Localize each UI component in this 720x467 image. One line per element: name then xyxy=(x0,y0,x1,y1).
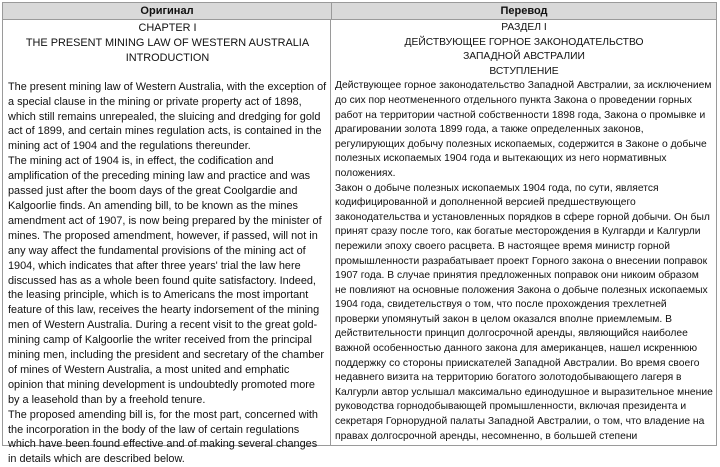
original-title: THE PRESENT MINING LAW OF WESTERN AUSTRALIA xyxy=(25,36,310,49)
translation-paragraph-2: Закон о добыче полезных ископаемых 1904 года, по сути, является кодифицированной и дополненной версией предшествующего законодательства и установленных порядков в сфере горной добычи. Он был принят сразу после того, как богатые месторождения в Кулгарди и Калгурли пережили эпоху своего расцвета. В настоящее время министр горной промышленности разрабатывает проект Горного закона о внесении поправок 1907 года. В случае принятия предложенных поправок они никоим образом не повлияют на основные положения Закона о добыче полезных ископаемых 1904 года, свидетельствуя о том, что после прохождения трехлетней проверки упомянутый закон в целом оказался вполне приемлемым. В действительности принцип долгосрочной аренды, являющийся наиболее важной особенностью данного закона для американцев, нашел искреннюю поддержку со стороны приискателей Западной Австралии. Во время своего недавнего визита на территорию богатого золотодобывающего лагеря в Калгурли автор услышал максимально единодушное и выразительное мнение руководства горнодобывающей промышленности, включая президента и секретаря Горнорудной палаты Западной Австралии, о том, что владение на правах долгосрочной аренды, несомненно, в большей степени xyxy=(335,182,713,442)
translation-title-line-1: ДЕЙСТВУЮЩЕЕ ГОРНОЕ ЗАКОНОДАТЕЛЬСТВО xyxy=(404,36,644,48)
original-paragraph-1: The present mining law of Western Australia, with the exception of a special clause in the mining or private property act of 1898, which still remains unrepealed, the sluicing and dredging for gold act of 1899, and certain mines regulation acts, is contained in the mining act of 1904 and the regulations thereunder. xyxy=(8,80,327,153)
header-translation: Перевод xyxy=(500,5,548,17)
original-column xyxy=(3,20,331,466)
translation-title-line-2: ЗАПАДНОЙ АВСТРАЛИИ xyxy=(463,51,585,63)
header-original: Оригинал xyxy=(3,3,332,19)
translation-column xyxy=(331,20,716,446)
original-paragraph-2: The mining act of 1904 is, in effect, the codification and amplification of the preceding mining law and practice and was passed just after the boom days of the great Coolgardie and Kalgoorlie finds. An amending bill, to be known as the mines amendment act of 1907, is now being prepared by the minister of mines. The proposed amendment, however, if passed, will not in any way affect the fundamental provisions of the mining act of 1904, which indicates that after three years' trial the law here discussed has as a whole been found quite satisfactory. Indeed, the leasing principle, which is to Americans the most important feature of this law, receives the hearty indorsement of the mining men of Western Australia. During a recent visit to the great gold-mining camp of Kalgoorlie the writer received from the principal mining men, including the president and secretary of the chamber of mines of Western Australia, a most united and emphatic opinion that mining development is undoubtedly promoted more by a leasehold than by a freehold tenure. xyxy=(8,155,325,406)
table-body xyxy=(3,20,716,466)
translation-table xyxy=(2,2,717,466)
translation-subtitle: ВСТУПЛЕНИЕ xyxy=(489,65,559,77)
translation-chapter: РАЗДЕЛ I xyxy=(501,22,547,33)
translation-paragraph-1: Действующее горное законодательство Западной Австралии, за исключением до сих пор неотмененного отдельного пункта Закона о проведении горных работ на территории частной собственности 1898 года, Закона о промывке и драгировании золота 1899 года, а также определенных законов, регулирующих добычу полезных ископаемых, содержится в Законе о добыче полезных ископаемых 1904 года и вытекающих из него нормативных положениях. xyxy=(335,80,712,179)
original-paragraph-3: The proposed amending bill is, for the most part, concerned with the incorporation in the body of the law of certain regulations which have been found effective and of making several changes in details which are described below. xyxy=(8,408,318,466)
table-header xyxy=(3,3,716,20)
original-chapter: CHAPTER I xyxy=(138,22,197,34)
original-subtitle: INTRODUCTION xyxy=(125,51,210,64)
